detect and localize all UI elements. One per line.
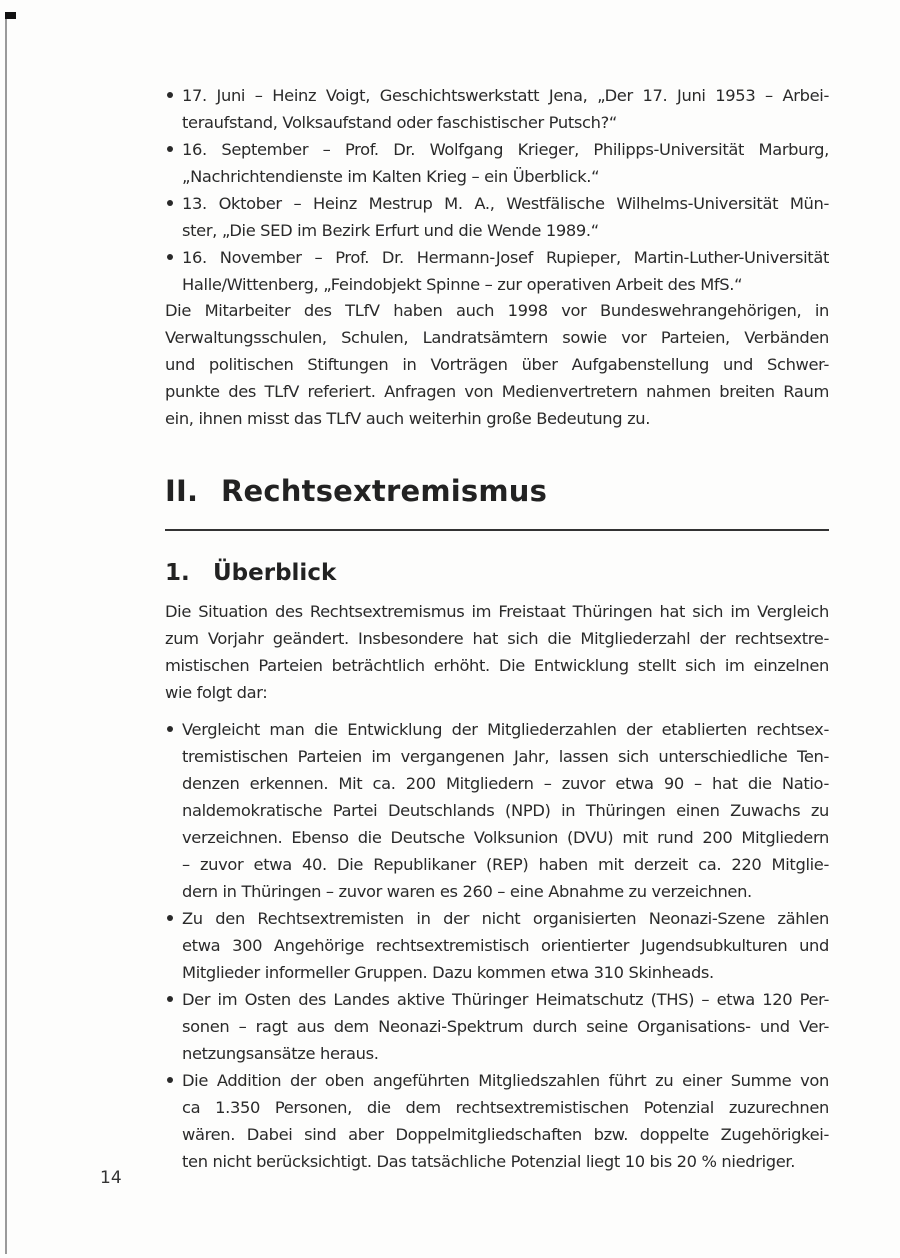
- text-line: netzungsansätze heraus.: [182, 1044, 379, 1063]
- bullet-icon: [167, 254, 173, 260]
- text-line: „Nachrichtendienste im Kalten Krieg – ein Überblick.“: [182, 167, 600, 186]
- text-line: – zuvor etwa 40. Die Republikaner (REP) haben mit derzeit ca. 220 Mitglie-: [182, 855, 829, 874]
- text-line: mistischen Parteien beträchtlich erhöht. Die Entwicklung stellt sich im einzelnen: [165, 656, 829, 675]
- text-line: sonen – ragt aus dem Neonazi-Spektrum durch seine Organisations- und Ver-: [182, 1017, 829, 1036]
- text-line: teraufstand, Volksaufstand oder faschistischer Putsch?“: [182, 113, 617, 132]
- scan-edge: [5, 14, 7, 1254]
- text-line: 17. Juni – Heinz Voigt, Geschichtswerkstatt Jena, „Der 17. Juni 1953 – Arbei-: [182, 86, 829, 105]
- list-item: [165, 244, 829, 298]
- lecture-list: [165, 82, 829, 298]
- text-line: Zu den Rechtsextremisten in der nicht organisierten Neonazi-Szene zählen: [182, 909, 829, 928]
- text-line: wie folgt dar:: [165, 683, 268, 702]
- text-line: ca 1.350 Personen, die dem rechtsextremistischen Potenzial zuzurechnen: [182, 1098, 829, 1117]
- text-line: ster, „Die SED im Bezirk Erfurt und die Wende 1989.“: [182, 221, 599, 240]
- text-line: Vergleicht man die Entwicklung der Mitgliederzahlen der etablierten rechtsex-: [182, 720, 829, 739]
- page-number: 14: [100, 1168, 122, 1188]
- list-item: [165, 986, 829, 1067]
- text-line: punkte des TLfV referiert. Anfragen von Medienvertretern nahmen breiten Raum: [165, 382, 829, 401]
- list-item: [165, 190, 829, 244]
- list-item: [165, 716, 829, 905]
- list-item: [165, 82, 829, 136]
- text-line: zum Vorjahr geändert. Insbesondere hat sich die Mitgliederzahl der rechtsextre-: [165, 629, 829, 648]
- bullet-icon: [167, 915, 173, 921]
- text-line: Mitglieder informeller Gruppen. Dazu kommen etwa 310 Skinheads.: [182, 963, 714, 982]
- text-line: wären. Dabei sind aber Doppelmitgliedschaften bzw. doppelte Zugehörigkei-: [182, 1125, 829, 1144]
- section-number: II.: [165, 474, 199, 508]
- paragraph-overview: [165, 598, 829, 706]
- text-line: Die Situation des Rechtsextremismus im Freistaat Thüringen hat sich im Vergleich: [165, 602, 829, 621]
- subsection-number: 1.: [165, 560, 190, 586]
- section-rule: [165, 529, 829, 531]
- text-line: und politischen Stiftungen in Vorträgen über Aufgabenstellung und Schwer-: [165, 355, 829, 374]
- text-line: Verwaltungsschulen, Schulen, Landratsämtern sowie vor Parteien, Verbänden: [165, 328, 829, 347]
- text-line: etwa 300 Angehörige rechtsextremistisch orientierter Jugendsubkulturen und: [182, 936, 829, 955]
- facts-list: [165, 716, 829, 1175]
- section-heading: [165, 474, 547, 508]
- text-line: Die Addition der oben angeführten Mitgliedszahlen führt zu einer Summe von: [182, 1071, 829, 1090]
- text-line: 16. November – Prof. Dr. Hermann-Josef Rupieper, Martin-Luther-Universität: [182, 248, 829, 267]
- list-item: [165, 905, 829, 986]
- text-line: dern in Thüringen – zuvor waren es 260 – eine Abnahme zu verzeichnen.: [182, 882, 752, 901]
- bullet-icon: [167, 146, 173, 152]
- list-item: [165, 1067, 829, 1175]
- subsection-title: Überblick: [213, 560, 337, 586]
- text-line: ten nicht berücksichtigt. Das tatsächliche Potenzial liegt 10 bis 20 % niedriger.: [182, 1152, 796, 1171]
- bullet-icon: [167, 1077, 173, 1083]
- bullet-icon: [167, 92, 173, 98]
- scan-mark: [5, 12, 16, 19]
- text-line: tremistischen Parteien im vergangenen Jahr, lassen sich unterschiedliche Ten-: [182, 747, 829, 766]
- list-item: [165, 136, 829, 190]
- text-line: denzen erkennen. Mit ca. 200 Mitgliedern – zuvor etwa 90 – hat die Natio-: [182, 774, 829, 793]
- paragraph-lectures: [165, 297, 829, 432]
- bullet-icon: [167, 726, 173, 732]
- text-line: Halle/Wittenberg, „Feindobjekt Spinne – zur operativen Arbeit des MfS.“: [182, 275, 743, 294]
- text-line: 16. September – Prof. Dr. Wolfgang Krieger, Philipps-Universität Marburg,: [182, 140, 829, 159]
- bullet-icon: [167, 996, 173, 1002]
- subsection-heading: [165, 560, 336, 586]
- bullet-icon: [167, 200, 173, 206]
- text-line: naldemokratische Partei Deutschlands (NPD) in Thüringen einen Zuwachs zu: [182, 801, 829, 820]
- text-line: 13. Oktober – Heinz Mestrup M. A., Westfälische Wilhelms-Universität Mün-: [182, 194, 829, 213]
- text-line: Der im Osten des Landes aktive Thüringer Heimatschutz (THS) – etwa 120 Per-: [182, 990, 829, 1009]
- text-line: Die Mitarbeiter des TLfV haben auch 1998 vor Bundeswehrangehörigen, in: [165, 301, 829, 320]
- text-line: ein, ihnen misst das TLfV auch weiterhin große Bedeutung zu.: [165, 409, 651, 428]
- text-line: verzeichnen. Ebenso die Deutsche Volksunion (DVU) mit rund 200 Mitgliedern: [182, 828, 829, 847]
- section-title: Rechtsextremismus: [221, 474, 548, 508]
